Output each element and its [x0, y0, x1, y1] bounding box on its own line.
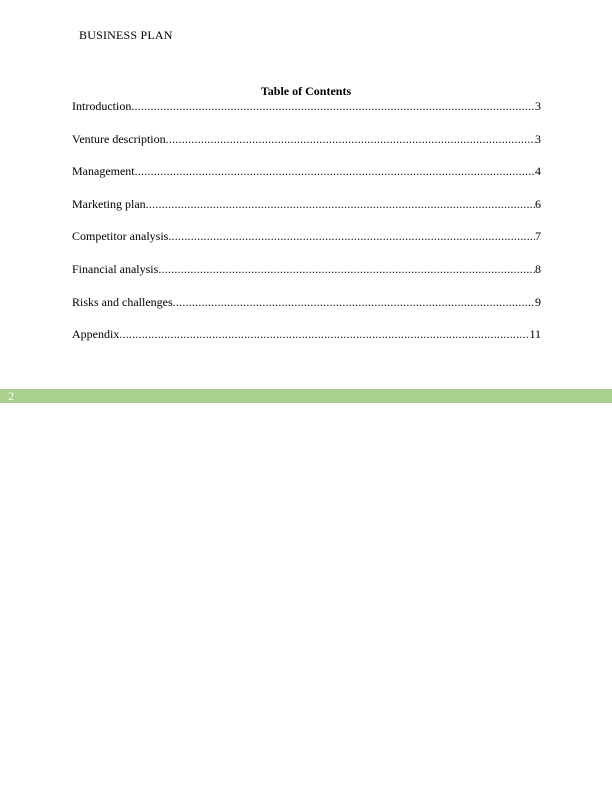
- toc-entry-marketing-plan[interactable]: [72, 197, 541, 211]
- dot-leader: [166, 132, 535, 146]
- dot-leader: [119, 327, 529, 341]
- dot-leader: [146, 197, 535, 211]
- dot-leader: [173, 295, 535, 309]
- toc-entry-page: 8: [535, 261, 541, 276]
- toc-entry-page: 6: [535, 196, 541, 211]
- toc-entry-label: Risks and challenges: [72, 294, 173, 309]
- toc-entry-page: 4: [535, 164, 541, 179]
- toc-entry-appendix[interactable]: [72, 327, 541, 341]
- toc-entry-competitor-analysis[interactable]: [72, 229, 541, 243]
- dot-leader: [135, 164, 535, 178]
- toc-entry-label: Venture description: [72, 131, 166, 146]
- toc-entry-label: Appendix: [72, 327, 120, 342]
- toc-entry-label: Introduction: [72, 99, 132, 113]
- running-header: BUSINESS PLAN: [79, 28, 173, 42]
- footer-band: [0, 389, 612, 403]
- table-of-contents: [72, 99, 541, 360]
- dot-leader: [131, 99, 535, 113]
- toc-entry-venture-description[interactable]: [72, 132, 541, 146]
- toc-entry-label: Competitor analysis: [72, 229, 169, 244]
- toc-entry-label: Marketing plan: [72, 196, 146, 211]
- toc-entry-label: Financial analysis: [72, 261, 159, 276]
- toc-entry-introduction[interactable]: [72, 99, 541, 113]
- toc-entry-label: Management: [72, 164, 135, 179]
- toc-entry-page: 9: [535, 294, 541, 309]
- toc-title: Table of Contents: [260, 84, 352, 98]
- toc-entry-page: 7: [535, 229, 541, 244]
- toc-entry-page: 3: [535, 99, 541, 113]
- toc-entry-page: 3: [535, 131, 541, 146]
- toc-entry-management[interactable]: [72, 164, 541, 178]
- dot-leader: [158, 262, 535, 276]
- toc-entry-risks-and-challenges[interactable]: [72, 295, 541, 309]
- dot-leader: [168, 229, 535, 243]
- page-number: 2: [8, 389, 14, 403]
- toc-entry-page: 11: [529, 327, 541, 342]
- toc-entry-financial-analysis[interactable]: [72, 262, 541, 276]
